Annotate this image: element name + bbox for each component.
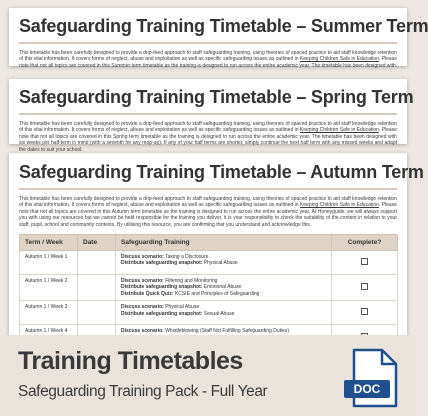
summer-term-intro	[9, 50, 407, 69]
spring-term-title: Safeguarding Training Timetable – Spring Term	[19, 87, 414, 107]
column-header-complete: Complete?	[332, 235, 398, 251]
week-cell: Autumn 1 / Week 3	[20, 301, 78, 325]
column-header-date: Date	[78, 235, 116, 251]
title-divider	[19, 42, 397, 44]
intro-text: . Please note that not all topics are covered in this Autumn term timetable as the training is designed to run across the entire academic year. At Honeyguide, we will always support you with using our resources but we cannot be held responsible for the training you deliver, it is your responsibility to check the suitability of the content in relation to your staff, pupil, school and community contexts. By utilising this resource, you are confirming that you understand and acknowledge this.	[19, 202, 397, 228]
doc-format-badge: DOC	[344, 380, 390, 398]
autumn-term-intro	[9, 196, 407, 228]
table-row	[20, 275, 398, 301]
column-header-term-week: Term / Week	[20, 235, 78, 251]
complete-cell	[332, 275, 398, 301]
table-row	[20, 301, 398, 325]
spring-term-intro	[9, 121, 407, 153]
training-line-text: Physical Abuse	[202, 260, 238, 267]
training-line	[121, 260, 326, 266]
training-line-label: Discuss scenario:	[121, 254, 164, 261]
intro-text: This timetable has been carefully designed to provide a drip-feed approach to staff safeguarding training, using theories of spaced practice to aid staff knowledge retention of this vital information. It covers forms of neglect, abuse and exploitation as well as specific safeguarding issues as outlined in	[19, 196, 397, 209]
training-line-text: Filtering and Monitoring	[163, 278, 218, 285]
table-header-row	[20, 235, 398, 251]
training-timetable-table	[19, 234, 398, 351]
training-line-text: KCSIE and Principles of Safeguarding	[173, 290, 260, 297]
training-line-label: Discuss scenario:	[121, 278, 164, 285]
complete-cell	[332, 251, 398, 275]
autumn-term-title: Safeguarding Training Timetable – Autumn Term	[19, 162, 424, 182]
title-divider	[19, 188, 397, 190]
date-cell[interactable]	[78, 275, 116, 301]
product-banner	[0, 335, 416, 416]
date-cell[interactable]	[78, 301, 116, 325]
date-cell[interactable]	[78, 251, 116, 275]
training-line-text: Emotional Abuse	[202, 284, 242, 291]
training-cell	[116, 251, 332, 275]
spring-term-page	[9, 79, 414, 153]
training-line-label: Discuss scenario:	[121, 304, 164, 311]
training-line-text: Sexual Abuse	[202, 310, 235, 317]
training-line-text: Physical Abuse	[163, 304, 200, 311]
training-cell	[116, 301, 332, 325]
summer-term-page	[9, 8, 428, 69]
complete-checkbox[interactable]	[361, 308, 368, 315]
training-line-label: Distribute safeguarding snapshot:	[121, 260, 203, 267]
training-line	[121, 311, 326, 317]
kcsie-link[interactable]: Keeping Children Safe in Education	[299, 127, 379, 134]
kcsie-link[interactable]: Keeping Children Safe in Education	[299, 56, 379, 63]
week-cell: Autumn 1 / Week 1	[20, 251, 78, 275]
kcsie-link[interactable]: Keeping Children Safe in Education	[299, 202, 379, 209]
training-line-text: Taking a Disclosure	[163, 254, 209, 261]
training-line-text: Whistleblowing (Staff Not Fulfilling Safeguarding Duties)	[163, 328, 290, 335]
banner-title: Training Timetables	[18, 347, 243, 375]
autumn-term-page	[9, 153, 424, 343]
summer-term-title: Safeguarding Training Timetable – Summer Term	[19, 16, 428, 36]
intro-text: . Please note that not all topics are covered in this Spring term timetable as the training is designed to run across the entire academic year. The timetable has been designed with six weeks per half-term in mind (with a seventh for any mop-up). If any of your half terms are shorter, simply continue the next half term with any missed weeks and adapt the dates to suit your school.	[19, 127, 397, 153]
document-icon	[348, 348, 400, 408]
banner-subtitle: Safeguarding Training Pack - Full Year	[18, 383, 268, 400]
training-line	[121, 291, 326, 297]
training-cell	[116, 275, 332, 301]
complete-checkbox[interactable]	[361, 283, 368, 290]
title-divider	[19, 113, 397, 115]
intro-text: This timetable has been carefully designed to provide a drip-feed approach to staff safeguarding training, using theories of spaced practice to aid staff knowledge retention of this vital information. It covers forms of neglect, abuse and exploitation as well as specific safeguarding issues as outlined in	[19, 121, 397, 134]
week-cell: Autumn 1 / Week 2	[20, 275, 78, 301]
column-header-training: Safeguarding Training	[116, 235, 332, 251]
training-line-label: Distribute safeguarding snapshot:	[121, 310, 203, 317]
training-line-label: Discuss scenario:	[121, 328, 164, 335]
intro-text: This timetable has been carefully designed to provide a drip-feed approach to staff safeguarding training, using theories of spaced practice to aid staff knowledge retention of this vital information. It covers forms of neglect, abuse and exploitation as well as specific safeguarding issues as outlined in	[19, 50, 397, 63]
complete-cell	[332, 301, 398, 325]
complete-checkbox[interactable]	[361, 258, 368, 265]
intro-text: . Please note that not all topics are covered in this Summer term timetable as the training is designed to run across the entire academic year. The timetable has been designed with	[19, 56, 397, 69]
training-line-label: Distribute safeguarding snapshot:	[121, 284, 203, 291]
table-row	[20, 251, 398, 275]
week-cell: Autumn 1 / Week 4	[20, 325, 78, 351]
training-line-label: Distribute Quick Quiz:	[121, 290, 174, 297]
